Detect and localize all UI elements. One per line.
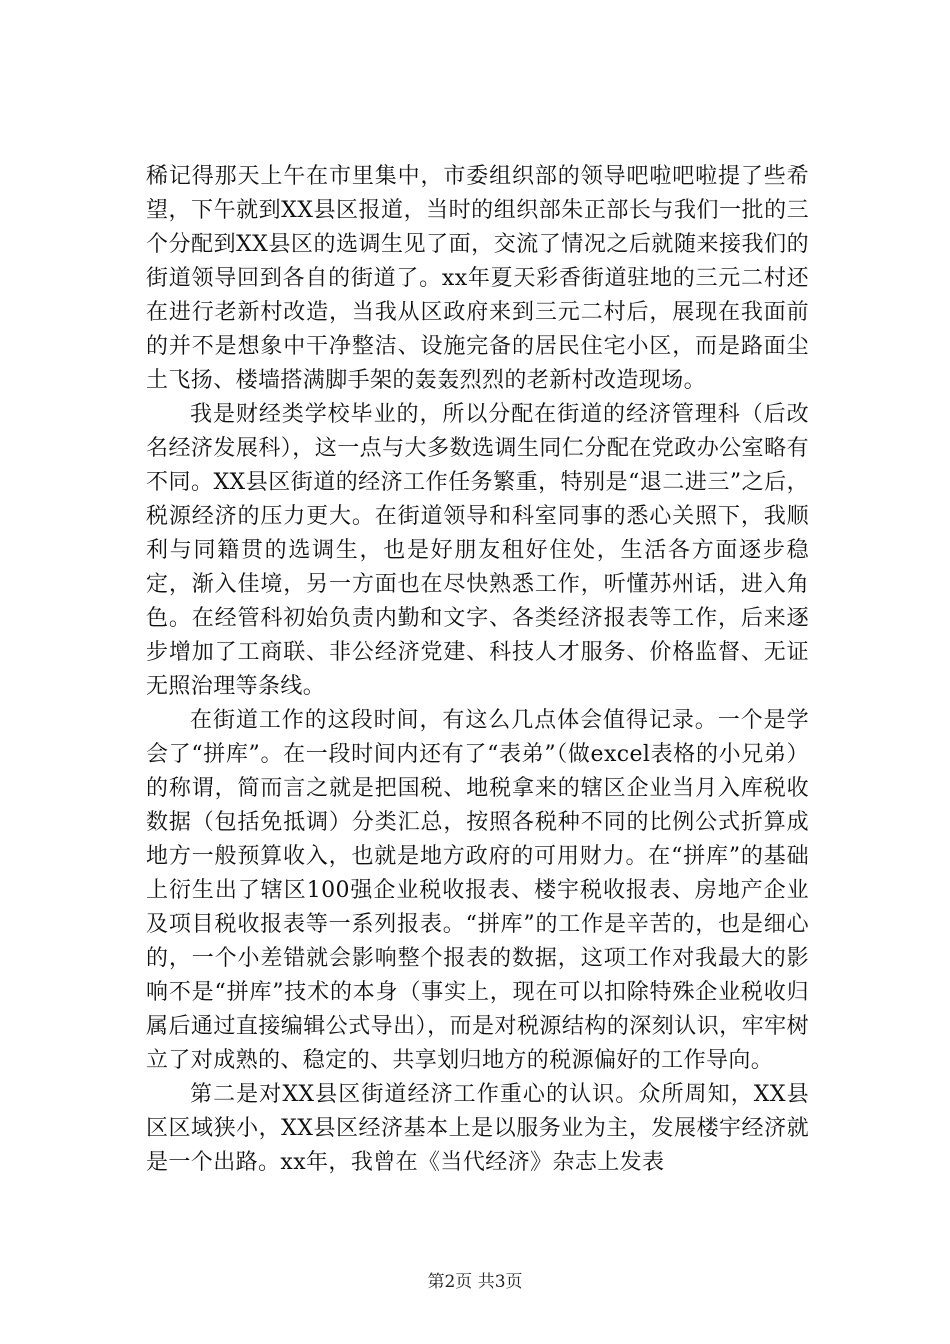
paragraph-1: 稀记得那天上午在市里集中，市委组织部的领导吧啦吧啦提了些希望，下午就到XX县区报道，当时的组织部朱正部长与我们一批的三个分配到XX县区的选调生见了面，交流了情况之后就随来接我们的街道领导回到各自的街道了。xx年夏天彩香街道驻地的三元二村还在进行老新村改造，当我从区政府来到三元二村后，展现在我面前的并不是想象中干净整洁、设施完备的居民住宅小区，而是路面尘土飞扬、楼墙搭满脚手架的轰轰烈烈的老新村改造现场。	[146, 164, 809, 393]
paragraph-2: 我是财经类学校毕业的，所以分配在街道的经济管理科（后改名经济发展科），这一点与大多数选调生同仁分配在党政办公室略有不同。XX县区街道的经济工作任务繁重，特别是“退二进三”之后，税源经济的压力更大。在街道领导和科室同事的悉心关照下，我顺利与同籍贯的选调生，也是好朋友租好住处，生活各方面逐步稳定，渐入佳境，另一方面也在尽快熟悉工作，听懂苏州话，进入角色。在经管科初始负责内勤和文字、各类经济报表等工作，后来逐步增加了工商联、非公经济党建、科技人才服务、价格监督、无证无照治理等条线。	[146, 402, 809, 699]
page-number-footer: 第2页 共3页	[427, 1272, 523, 1292]
paragraph-4: 第二是对XX县区街道经济工作重心的认识。众所周知，XX县区区域狭小，XX县区经济基本上是以服务业为主，发展楼宇经济就是一个出路。xx年，我曾在《当代经济》杂志上发表	[146, 1082, 809, 1175]
paragraph-3: 在街道工作的这段时间，有这么几点体会值得记录。一个是学会了“拼库”。在一段时间内还有了“表弟”（做excel表格的小兄弟）的称谓，简而言之就是把国税、地税拿来的辖区企业当月入库税收数据（包括免抵调）分类汇总，按照各税种不同的比例公式折算成地方一般预算收入，也就是地方政府的可用财力。在“拼库”的基础上衍生出了辖区100强企业税收报表、楼宇税收报表、房地产企业及项目税收报表等一系列报表。“拼库”的工作是辛苦的，也是细心的，一个小差错就会影响整个报表的数据，这项工作对我最大的影响不是“拼库”技术的本身（事实上，现在可以扣除特殊企业税收归属后通过直接编辑公式导出），而是对税源结构的深刻认识，牢牢树立了对成熟的、稳定的、共享划归地方的税源偏好的工作导向。	[146, 708, 809, 1073]
body-text	[146, 160, 809, 1180]
